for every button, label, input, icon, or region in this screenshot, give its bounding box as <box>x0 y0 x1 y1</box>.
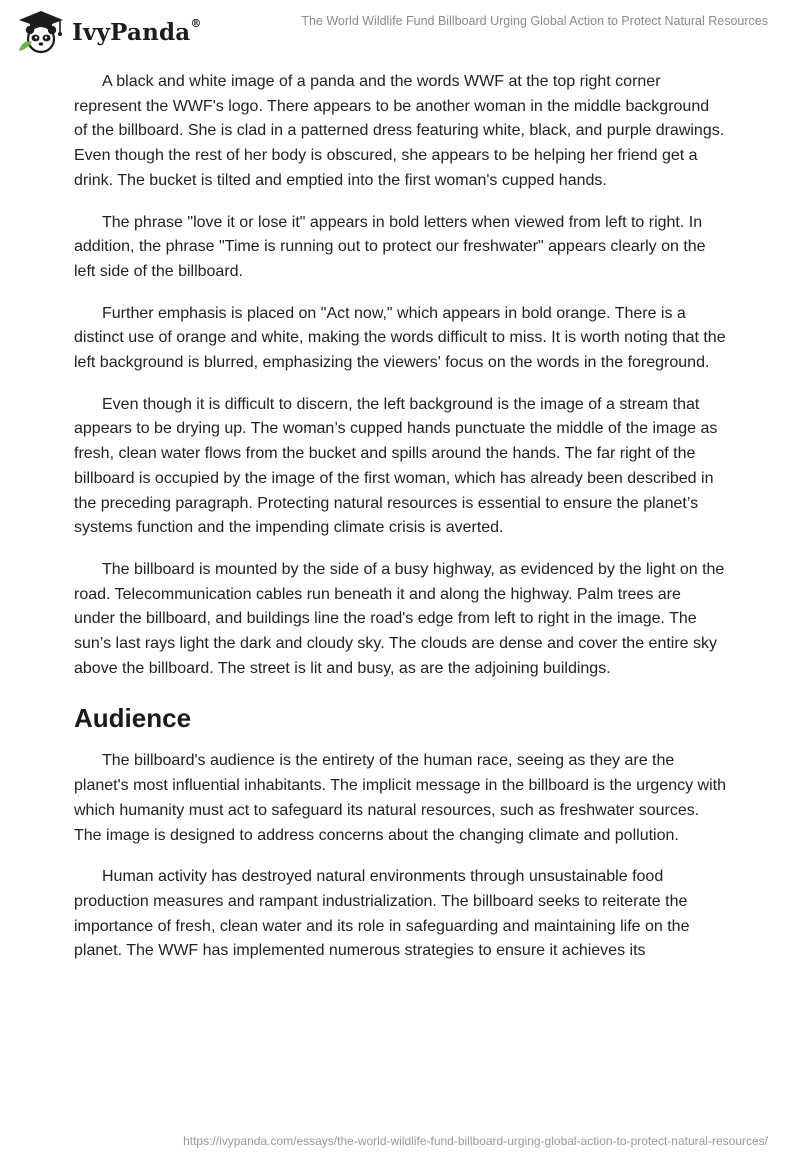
essay-body <box>74 70 726 981</box>
registered-mark: ® <box>190 16 202 30</box>
document-title: The World Wildlife Fund Billboard Urging Global Action to Protect Natural Resources <box>301 14 768 28</box>
ivypanda-logo[interactable] <box>16 8 202 56</box>
paragraph: The billboard's audience is the entirety of the human race, seeing as they are the planet's most influential inhabitants. The implicit message in the billboard is the urgency with which humanity must act to safeguard its natural resources, such as freshwater sources. The image is designed to address concerns about the changing climate and pollution. <box>74 752 726 844</box>
panda-graduate-icon <box>16 9 66 55</box>
section-heading-audience: Audience <box>74 703 192 734</box>
paragraph: A black and white image of a panda and the words WWF at the top right corner represent the WWF's logo. There appears to be another woman in the middle background of the billboard. She is clad in a patterned dress featuring white, black, and purple drawings. Even though the rest of her body is obscured, she appears to be helping her friend get a drink. The bucket is tilted and emptied into the first woman's cupped hands. <box>74 73 725 189</box>
page-header <box>0 0 800 60</box>
logo-wordmark: IvyPanda® <box>72 16 202 46</box>
paragraph: The billboard is mounted by the side of a busy highway, as evidenced by the light on the road. Telecommunication cables run beneath it and along the highway. Palm trees are under the billboard, and buildings line the road's edge from left to right in the image. The sun’s last rays light the dark and cloudy sky. The clouds are dense and cover the entire sky above the billboard. The street is lit and busy, as are the adjoining buildings. <box>74 560 725 677</box>
paragraph: The phrase "love it or lose it" appears in bold letters when viewed from left to right. In addition, the phrase "Time is running out to protect our freshwater" appears clearly on the left side of the billboard. <box>74 213 706 280</box>
paragraph: Human activity has destroyed natural environments through unsustainable food production measures and rampant industrialization. The billboard seeks to reiterate the importance of fresh, clean water and its role in safeguarding and maintaining life on the planet. The WWF has implemented numerous strategies to ensure it achieves its <box>74 868 690 960</box>
paragraph: Even though it is difficult to discern, the left background is the image of a stream that appears to be drying up. The woman’s cupped hands punctuate the middle of the image as fresh, clean water flows from the bucket and spills around the hands. The far right of the billboard is occupied by the image of the first woman, which has already been described in the preceding paragraph. Protecting natural resources is essential to ensure the planet’s systems function and the impending climate crisis is averted. <box>74 395 718 537</box>
paragraph: Further emphasis is placed on "Act now," which appears in bold orange. There is a distinct use of orange and white, making the words difficult to miss. It is worth noting that the left background is blurred, emphasizing the viewers' focus on the words in the foreground. <box>74 304 726 372</box>
source-url[interactable]: https://ivypanda.com/essays/the-world-wildlife-fund-billboard-urging-global-action-to-protect-natural-resources/ <box>183 1134 768 1148</box>
